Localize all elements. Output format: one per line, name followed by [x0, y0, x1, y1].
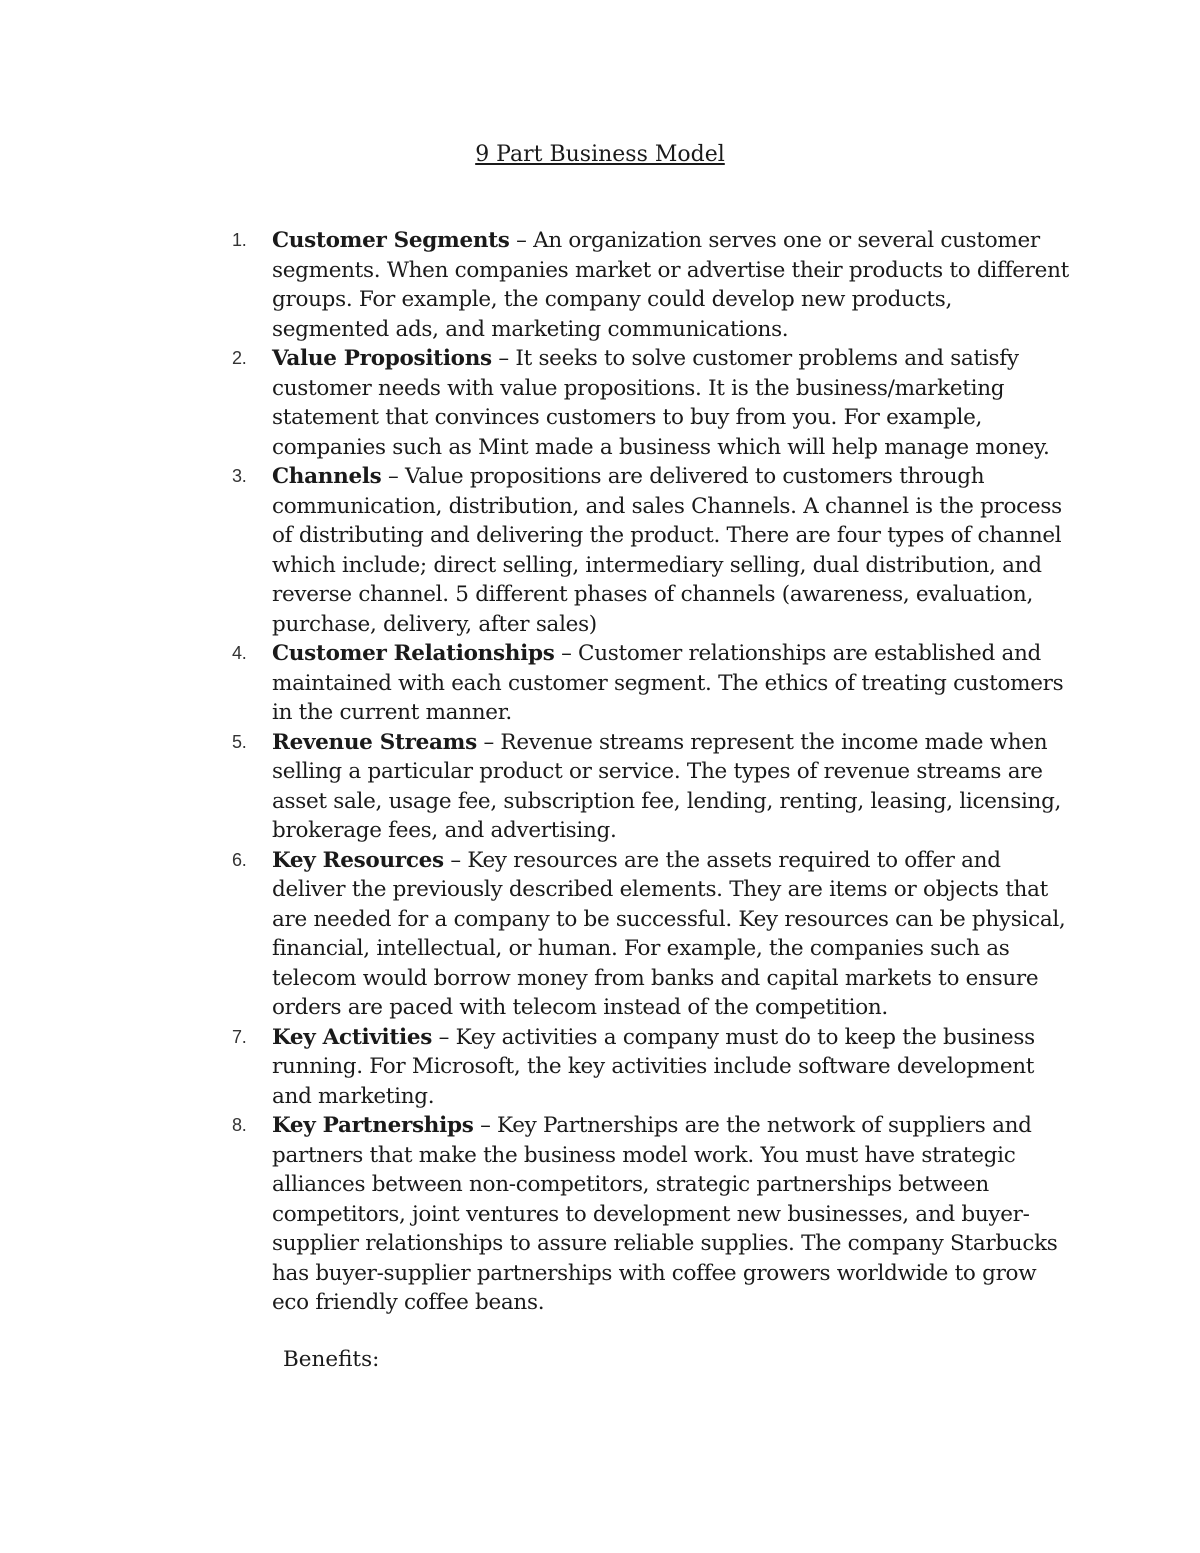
list-number: 5.: [232, 731, 247, 752]
list-number: 6.: [232, 849, 247, 870]
business-model-list: [232, 226, 1072, 1318]
list-item-channels: [232, 462, 1072, 639]
item-description: – An organization serves one or several customer segments. When companies market or advertise their products to different groups. For example, the company could develop new products, segmented ads, and marketing communications.: [272, 228, 1069, 342]
list-item-customer-segments: [232, 226, 1072, 344]
list-item-key-resources: [232, 846, 1072, 1023]
list-number: 4.: [232, 643, 247, 663]
list-number: 2.: [232, 348, 247, 368]
item-description: – Value propositions are delivered to customers through communication, distribution, and sales Channels. A channel is the process of distributing and delivering the product. There are four types of channel which include; direct selling, intermediary selling, dual distribution, and reverse channel. 5 different phases of channels (awareness, evaluation, purchase, delivery, after sales): [272, 464, 1062, 637]
item-term: Customer Segments: [272, 228, 510, 253]
item-description: – Key activities a company must do to keep the business running. For Microsoft, the key activities include software development and marketing.: [272, 1024, 1035, 1109]
item-term: Key Partnerships: [272, 1113, 474, 1138]
benefits-heading: Benefits:: [283, 1347, 380, 1372]
item-term: Key Resources: [272, 847, 444, 873]
list-number: 3.: [232, 466, 247, 486]
list-number: 1.: [232, 230, 247, 250]
item-description: – Key Partnerships are the network of suppliers and partners that make the business model work. You must have strategic alliances between non-competitors, strategic partnerships between competitors, joint ventures to development new businesses, and buyer-supplier relationships to assure reliable supplies. The company Starbucks has buyer-supplier partnerships with coffee growers worldwide to grow eco friendly coffee beans.: [272, 1113, 1058, 1315]
list-number: 7.: [232, 1026, 247, 1047]
list-item-revenue-streams: [232, 728, 1072, 846]
list-number: 8.: [232, 1115, 247, 1135]
list-item-value-propositions: [232, 344, 1072, 462]
list-item-customer-relationships: [232, 639, 1072, 728]
item-description: – Key resources are the assets required to offer and deliver the previously described elements. They are items or objects that are needed for a company to be successful. Key resources can be physical, financial, intellectual, or human. For example, the companies such as telecom would borrow money from banks and capital markets to ensure orders are paced with telecom instead of the competition.: [272, 847, 1066, 1020]
list-item-key-partnerships: [232, 1111, 1072, 1318]
page-title: 9 Part Business Model: [475, 142, 725, 167]
item-term: Value Propositions: [272, 346, 492, 371]
item-description: – It seeks to solve customer problems and satisfy customer needs with value propositions. It is the business/marketing statement that convinces customers to buy from you. For example, companies such as Mint made a business which will help manage money.: [272, 346, 1050, 460]
item-term: Customer Relationships: [272, 641, 555, 666]
item-description: – Customer relationships are established and maintained with each customer segment. The ethics of treating customers in the current manner.: [272, 641, 1064, 725]
item-term: Channels: [272, 464, 382, 489]
item-term: Revenue Streams: [272, 729, 477, 755]
list-item-key-activities: [232, 1023, 1072, 1112]
item-term: Key Activities: [272, 1024, 433, 1050]
item-description: – Revenue streams represent the income made when selling a particular product or service. The types of revenue streams are asset sale, usage fee, subscription fee, lending, renting, leasing, licensing, brokerage fees, and advertising.: [272, 729, 1062, 843]
